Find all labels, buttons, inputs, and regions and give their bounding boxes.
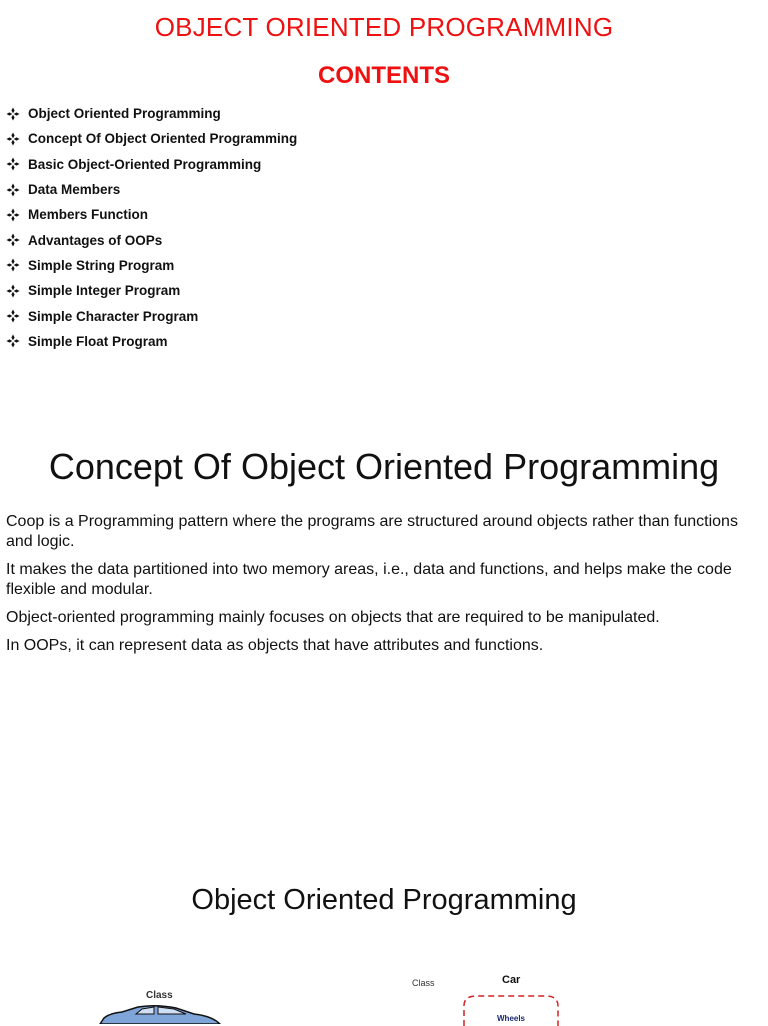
four-petal-diamond-icon bbox=[6, 258, 20, 272]
four-petal-diamond-icon bbox=[6, 233, 20, 247]
concept-heading: Concept Of Object Oriented Programming bbox=[48, 446, 720, 487]
list-item-label: Object Oriented Programming bbox=[28, 106, 221, 122]
four-petal-diamond-icon bbox=[6, 334, 20, 348]
four-petal-diamond-icon bbox=[6, 157, 20, 171]
list-item bbox=[6, 278, 297, 303]
list-item-label: Advantages of OOPs bbox=[28, 232, 163, 248]
paragraph: Coop is a Programming pattern where the programs are structured around objects rather than functions and logic. bbox=[6, 513, 738, 550]
car-title: Car bbox=[502, 974, 521, 986]
paragraph: It makes the data partitioned into two memory areas, i.e., data and functions, and helps make the code flexible and modular. bbox=[6, 561, 732, 598]
list-item bbox=[6, 202, 297, 227]
list-item bbox=[6, 126, 297, 151]
list-item bbox=[6, 253, 297, 278]
list-item-label: Members Function bbox=[28, 207, 149, 223]
list-item-label: Simple Integer Program bbox=[28, 283, 181, 299]
four-petal-diamond-icon bbox=[6, 107, 20, 121]
four-petal-diamond-icon bbox=[6, 309, 20, 323]
list-item bbox=[6, 303, 297, 328]
paragraph: In OOPs, it can represent data as objects that have attributes and functions. bbox=[6, 637, 544, 654]
list-item bbox=[6, 101, 297, 126]
list-item-label: Simple String Program bbox=[28, 257, 175, 273]
four-petal-diamond-icon bbox=[6, 132, 20, 146]
class-label-left: Class bbox=[146, 990, 173, 1001]
four-petal-diamond-icon bbox=[6, 183, 20, 197]
wheels-label: Wheels bbox=[497, 1014, 526, 1023]
four-petal-diamond-icon bbox=[6, 284, 20, 298]
class-diagram bbox=[0, 960, 768, 1024]
four-petal-diamond-icon bbox=[6, 208, 20, 222]
list-item bbox=[6, 152, 297, 177]
list-item-label: Simple Float Program bbox=[28, 333, 168, 349]
list-item-label: Concept Of Object Oriented Programming bbox=[28, 131, 298, 147]
list-item-label: Simple Character Program bbox=[28, 308, 199, 324]
contents-list bbox=[6, 101, 297, 354]
page-title: OBJECT ORIENTED PROGRAMMING bbox=[154, 12, 614, 42]
class-label-right: Class bbox=[412, 978, 435, 988]
paragraph: Object-oriented programming mainly focuses on objects that are required to be manipulated. bbox=[6, 609, 660, 626]
car-icon bbox=[96, 1004, 226, 1024]
contents-heading: CONTENTS bbox=[318, 62, 450, 89]
list-item bbox=[6, 177, 297, 202]
concept-body bbox=[6, 512, 762, 664]
list-item-label: Data Members bbox=[28, 182, 121, 198]
oop-heading: Object Oriented Programming bbox=[191, 884, 577, 916]
list-item bbox=[6, 227, 297, 252]
list-item-label: Basic Object-Oriented Programming bbox=[28, 156, 262, 172]
list-item bbox=[6, 329, 297, 354]
